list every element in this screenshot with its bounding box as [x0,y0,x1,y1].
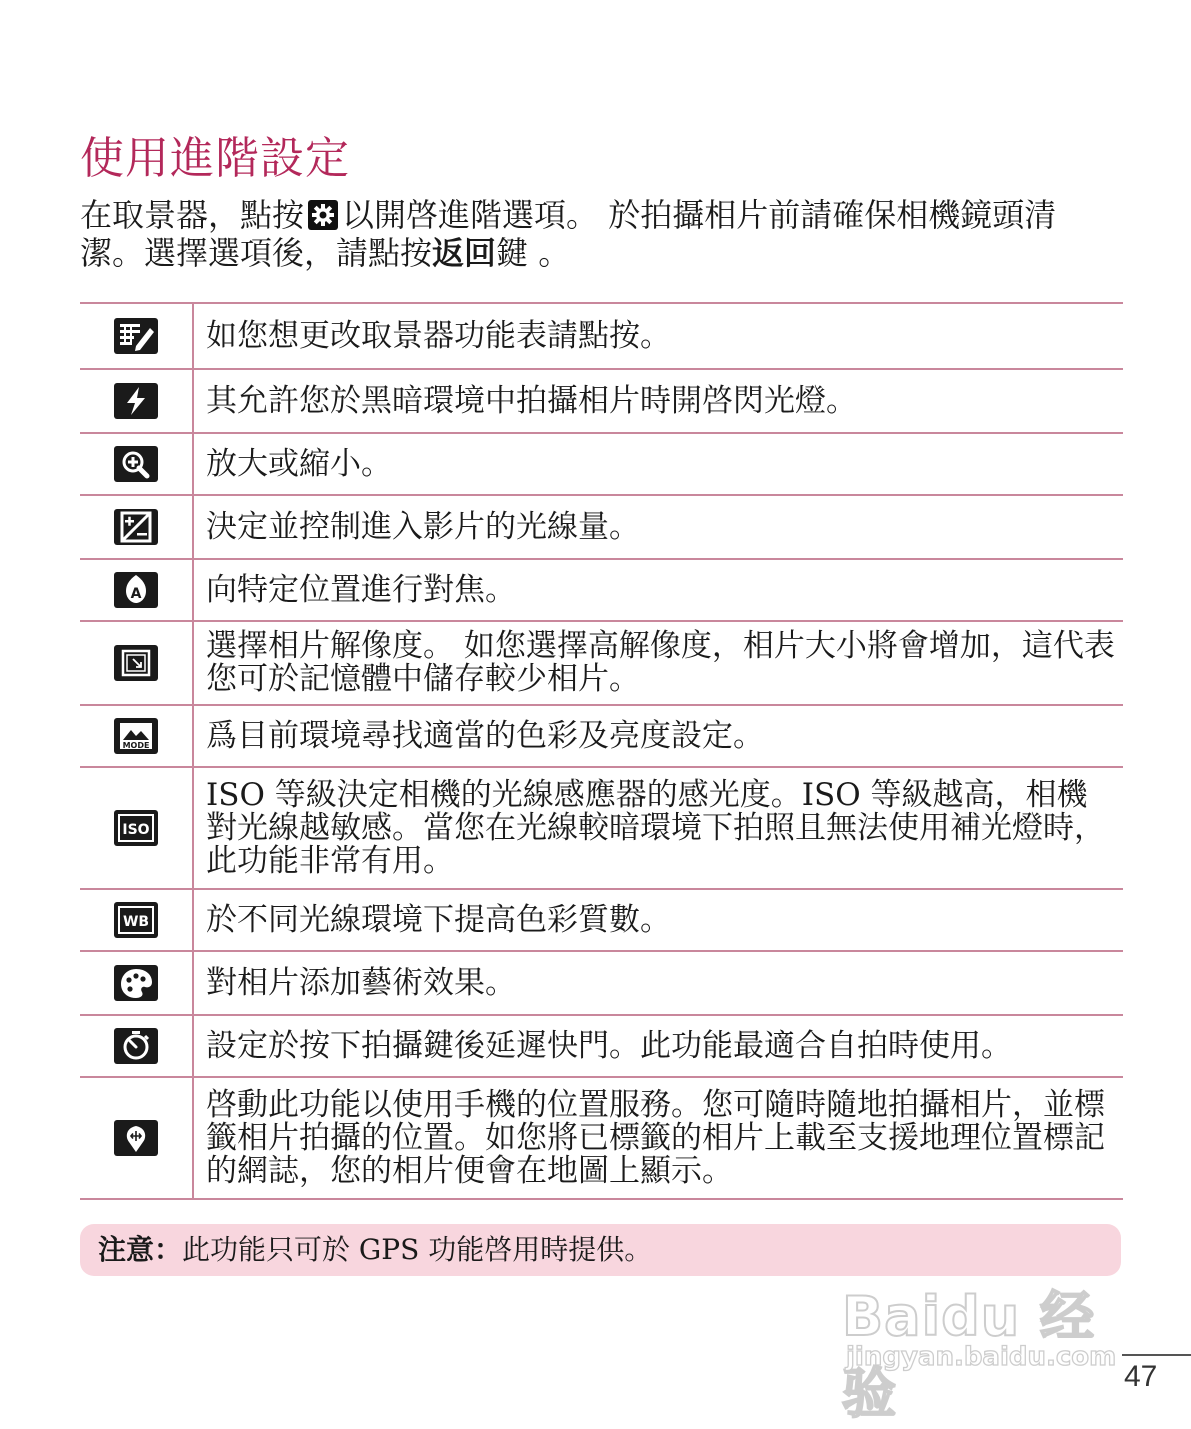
white-balance-icon-label: WB [122,914,150,930]
focus-icon [114,572,158,608]
white-balance-icon [114,902,158,938]
row-description: 對相片添加藝術效果。 [193,951,1123,1015]
focus-icon-label: A [130,586,142,602]
watermark-url: jingyan.baidu.com [846,1342,1117,1372]
exposure-icon [114,509,158,545]
row-description: 選擇相片解像度。 如您選擇高解像度，相片大小將會增加，這代表您可於記憶體中儲存較少相片。 [193,621,1123,705]
timer-icon [114,1028,158,1064]
edit-menu-icon [114,318,158,354]
intro-paragraph [80,196,1120,272]
iso-icon [114,810,158,846]
zoom-icon [114,446,158,482]
row-description: 爲目前環境尋找適當的色彩及亮度設定。 [193,705,1123,767]
row-description: ISO 等級決定相機的光線感應器的感光度。ISO 等級越高，相機對光線越敏感。當您在光線較暗環境下拍照且無法使用補光燈時，此功能非常有用。 [193,767,1123,889]
table-row [80,303,1123,369]
scene-mode-icon [114,718,158,754]
table-row [80,889,1123,951]
note-label: 注意： [98,1233,183,1266]
back-key-label: 返回 [432,234,497,272]
table-row [80,705,1123,767]
geotag-icon [114,1120,158,1156]
table-row [80,767,1123,889]
table-row [80,495,1123,559]
flash-icon [114,383,158,419]
page-title: 使用進階設定 [80,133,350,184]
color-effect-icon [114,965,158,1001]
page-number-rule [1122,1354,1191,1356]
row-description: 啓動此功能以使用手機的位置服務。您可隨時隨地拍攝相片，並標籤相片拍攝的位置。如您將已標籤的相片上載至支援地理位置標記的網誌，您的相片便會在地圖上顯示。 [193,1077,1123,1199]
table-row [80,621,1123,705]
settings-gear-icon [308,200,338,230]
image-size-icon [114,645,158,681]
table-row [80,951,1123,1015]
iso-icon-label: ISO [122,822,150,838]
feature-table [80,302,1123,1200]
page-number: 47 [1124,1360,1158,1393]
watermark-brand: Baidu 经验 [842,1285,1096,1425]
row-description: 如您想更改取景器功能表請點按。 [193,303,1123,369]
row-description: 於不同光線環境下提高色彩質數。 [193,889,1123,951]
table-row [80,369,1123,433]
watermark [842,1262,1122,1425]
intro-text-1: 在取景器，點按 [80,196,305,234]
table-row [80,1077,1123,1199]
row-description: 其允許您於黑暗環境中拍攝相片時開啓閃光燈。 [193,369,1123,433]
scene-mode-icon-label: MODE [122,741,150,750]
table-row [80,559,1123,621]
table-row [80,433,1123,495]
row-description: 放大或縮小。 [193,433,1123,495]
intro-text-3: 鍵 。 [496,234,571,272]
row-description: 向特定位置進行對焦。 [193,559,1123,621]
table-row [80,1015,1123,1077]
row-description: 設定於按下拍攝鍵後延遲快門。此功能最適合自拍時使用。 [193,1015,1123,1077]
row-description: 決定並控制進入影片的光線量。 [193,495,1123,559]
intro-text-2: 以開啓進階選項。 於拍攝相片前請確保相機鏡頭清潔。選擇選項後，請點按 [80,196,1057,272]
note-text: 此功能只可於 GPS 功能啓用時提供。 [182,1233,653,1266]
